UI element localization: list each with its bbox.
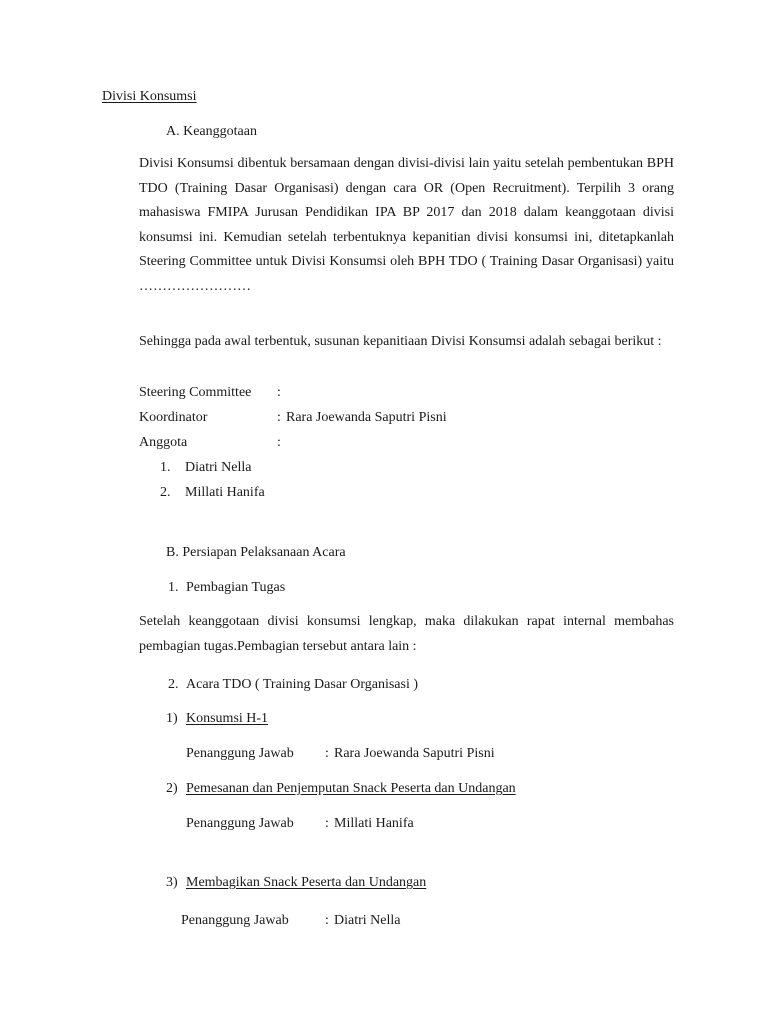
pj-sep: : xyxy=(325,746,329,761)
task-title: Pemesanan dan Penjemputan Snack Peserta dan Undangan xyxy=(186,781,516,796)
subsection-1-title: Pembagian Tugas xyxy=(186,580,286,595)
member-number: 2. xyxy=(160,485,171,500)
paragraph-susunan xyxy=(139,330,674,355)
role-value-koordinator: Rara Joewanda Saputri Pisni xyxy=(286,410,447,425)
paragraph-susunan-text: Sehingga pada awal terbentuk, susunan kepanitiaan Divisi Konsumsi adalah sebagai berikut : xyxy=(139,334,662,349)
pj-sep: : xyxy=(325,913,329,928)
section-a-heading: A. Keanggotaan xyxy=(166,124,257,139)
pj-name: Rara Joewanda Saputri Pisni xyxy=(334,746,495,761)
subsection-1-number: 1. xyxy=(168,580,179,595)
pj-label: Penanggung Jawab xyxy=(186,816,294,831)
task-title: Konsumsi H-1 xyxy=(186,711,269,726)
role-label-steering: Steering Committee xyxy=(139,385,252,400)
paragraph-keanggotaan xyxy=(139,152,674,299)
paragraph-pembagian xyxy=(139,610,674,659)
task-number: 2) xyxy=(166,781,178,796)
pj-name: Diatri Nella xyxy=(334,913,401,928)
member-name: Millati Hanifa xyxy=(185,485,265,500)
task-title: Membagikan Snack Peserta dan Undangan xyxy=(186,875,427,890)
pj-label: Penanggung Jawab xyxy=(181,913,289,928)
role-sep-koordinator: : xyxy=(277,410,281,425)
section-b-heading: B. Persiapan Pelaksanaan Acara xyxy=(166,545,346,560)
pj-name: Millati Hanifa xyxy=(334,816,414,831)
paragraph-pembagian-text: Setelah keanggotaan divisi konsumsi lengkap, maka dilakukan rapat internal membahas pembagian tugas.Pembagian tersebut antara lain : xyxy=(139,614,674,654)
role-label-anggota: Anggota xyxy=(139,435,188,450)
member-name: Diatri Nella xyxy=(185,460,252,475)
role-sep-steering: : xyxy=(277,385,281,400)
subsection-2-number: 2. xyxy=(168,677,179,692)
document-title: Divisi Konsumsi xyxy=(102,89,197,104)
pj-sep: : xyxy=(325,816,329,831)
task-number: 3) xyxy=(166,875,178,890)
member-number: 1. xyxy=(160,460,171,475)
role-sep-anggota: : xyxy=(277,435,281,450)
role-label-koordinator: Koordinator xyxy=(139,410,208,425)
paragraph-keanggotaan-text: Divisi Konsumsi dibentuk bersamaan dengan divisi-divisi lain yaitu setelah pembentukan BPH TDO (Training Dasar Organisasi) dengan cara OR (Open Recruitment). Terpilih 3 orang mahasiswa FMIPA Jurusan Pendidikan IPA BP 2017 dan 2018 dalam keanggotaan divisi konsumsi ini. Kemudian setelah terbentuknya kepanitian divisi konsumsi ini, ditetapkanlah Steering Committee untuk Divisi Konsumsi oleh BPH TDO ( Training Dasar Organisasi) yaitu …………………… xyxy=(139,156,674,294)
pj-label: Penanggung Jawab xyxy=(186,746,294,761)
subsection-2-title: Acara TDO ( Training Dasar Organisasi ) xyxy=(186,677,418,692)
task-number: 1) xyxy=(166,711,178,726)
